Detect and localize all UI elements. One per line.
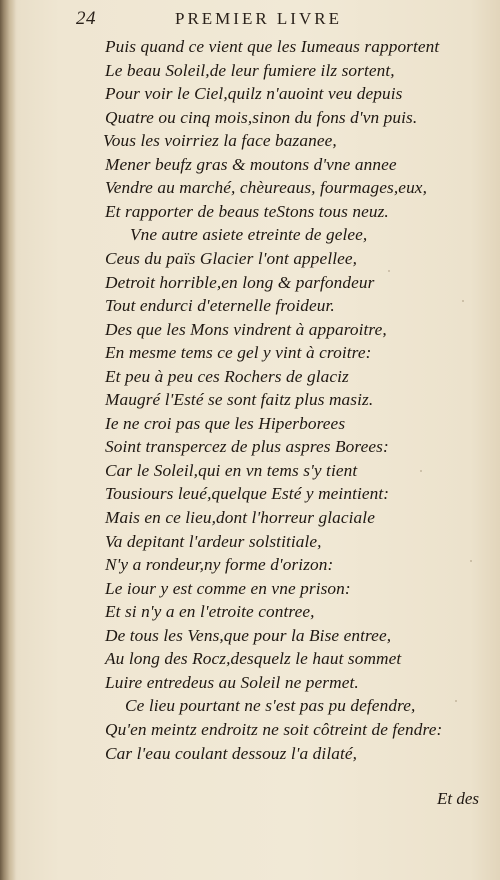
verse-line: Vne autre asiete etreinte de gelee, bbox=[130, 225, 368, 245]
page-gutter-shadow bbox=[0, 0, 16, 880]
verse-line: Au long des Rocz,desquelz le haut sommet bbox=[105, 649, 402, 669]
catchword: Et des bbox=[437, 789, 480, 808]
page-number: 24 bbox=[76, 8, 96, 29]
verse-line: Ce lieu pourtant ne s'est pas pu defendre, bbox=[125, 696, 416, 716]
running-title: PREMIER LIVRE bbox=[175, 9, 342, 28]
verse-line: Ceus du païs Glacier l'ont appellee, bbox=[105, 248, 358, 268]
verse-line: Tout endurci d'eternelle froideur. bbox=[105, 296, 335, 316]
verse-line: Le beau Soleil,de leur fumiere ilz sortent, bbox=[105, 60, 395, 80]
verse-line: N'y a rondeur,ny forme d'orizon: bbox=[105, 555, 334, 575]
page-header bbox=[70, 6, 490, 34]
verse-line: Qu'en meintz endroitz ne soit côtreint de fendre: bbox=[105, 719, 443, 739]
verse-line: Ie ne croi pas que les Hiperborees bbox=[105, 413, 346, 433]
verse-line: Vendre au marché, chèureaus, fourmages,eux, bbox=[105, 178, 428, 198]
verse-line: Et si n'y a en l'etroite contree, bbox=[105, 602, 315, 622]
verse-line: Puis quand ce vient que les Iumeaus rapportent bbox=[105, 37, 440, 56]
verse-line: Mener beufz gras & moutons d'vne annee bbox=[105, 154, 397, 174]
verse-line: Luire entredeus au Soleil ne permet. bbox=[105, 672, 359, 692]
verse-line: De tous les Vens,que pour la Bise entree, bbox=[105, 625, 392, 645]
paper-speck bbox=[470, 560, 472, 562]
verse-line: Et peu à peu ces Rochers de glaciz bbox=[105, 366, 349, 386]
verse-line: Quatre ou cinq mois,sinon du fons d'vn puis. bbox=[105, 107, 418, 127]
verse-line: Et rapporter de beaus teStons tous neuz. bbox=[105, 201, 389, 221]
verse-line: Mais en ce lieu,dont l'horreur glaciale bbox=[105, 508, 375, 527]
verse-line: En mesme tems ce gel y vint à croitre: bbox=[105, 343, 372, 363]
paper-speck bbox=[455, 700, 457, 702]
verse-line: Detroit horrible,en long & parfondeur bbox=[105, 272, 375, 292]
verse-line: Va depitant l'ardeur solstitiale, bbox=[105, 531, 322, 551]
paper-speck bbox=[420, 470, 422, 472]
verse-line: Pour voir le Ciel,quilz n'auoint veu depuis bbox=[105, 84, 403, 104]
verse-line: Tousiours leué,quelque Esté y meintient: bbox=[105, 484, 390, 504]
paper-speck bbox=[462, 300, 464, 302]
verse-line: Vous les voirriez la face bazanee, bbox=[103, 131, 337, 151]
verse-line: Soint transpercez de plus aspres Borees: bbox=[105, 437, 389, 457]
verse-line: Car le Soleil,qui en vn tems s'y tient bbox=[105, 460, 358, 480]
verse-line: Des que les Mons vindrent à apparoitre, bbox=[105, 319, 387, 339]
verse-line: Car l'eau coulant dessouz l'a dilaté, bbox=[105, 743, 358, 763]
verse-line: Le iour y est comme en vne prison: bbox=[105, 578, 351, 598]
paper-speck bbox=[388, 270, 390, 272]
verse-line: Maugré l'Esté se sont faitz plus masiz. bbox=[105, 390, 374, 410]
